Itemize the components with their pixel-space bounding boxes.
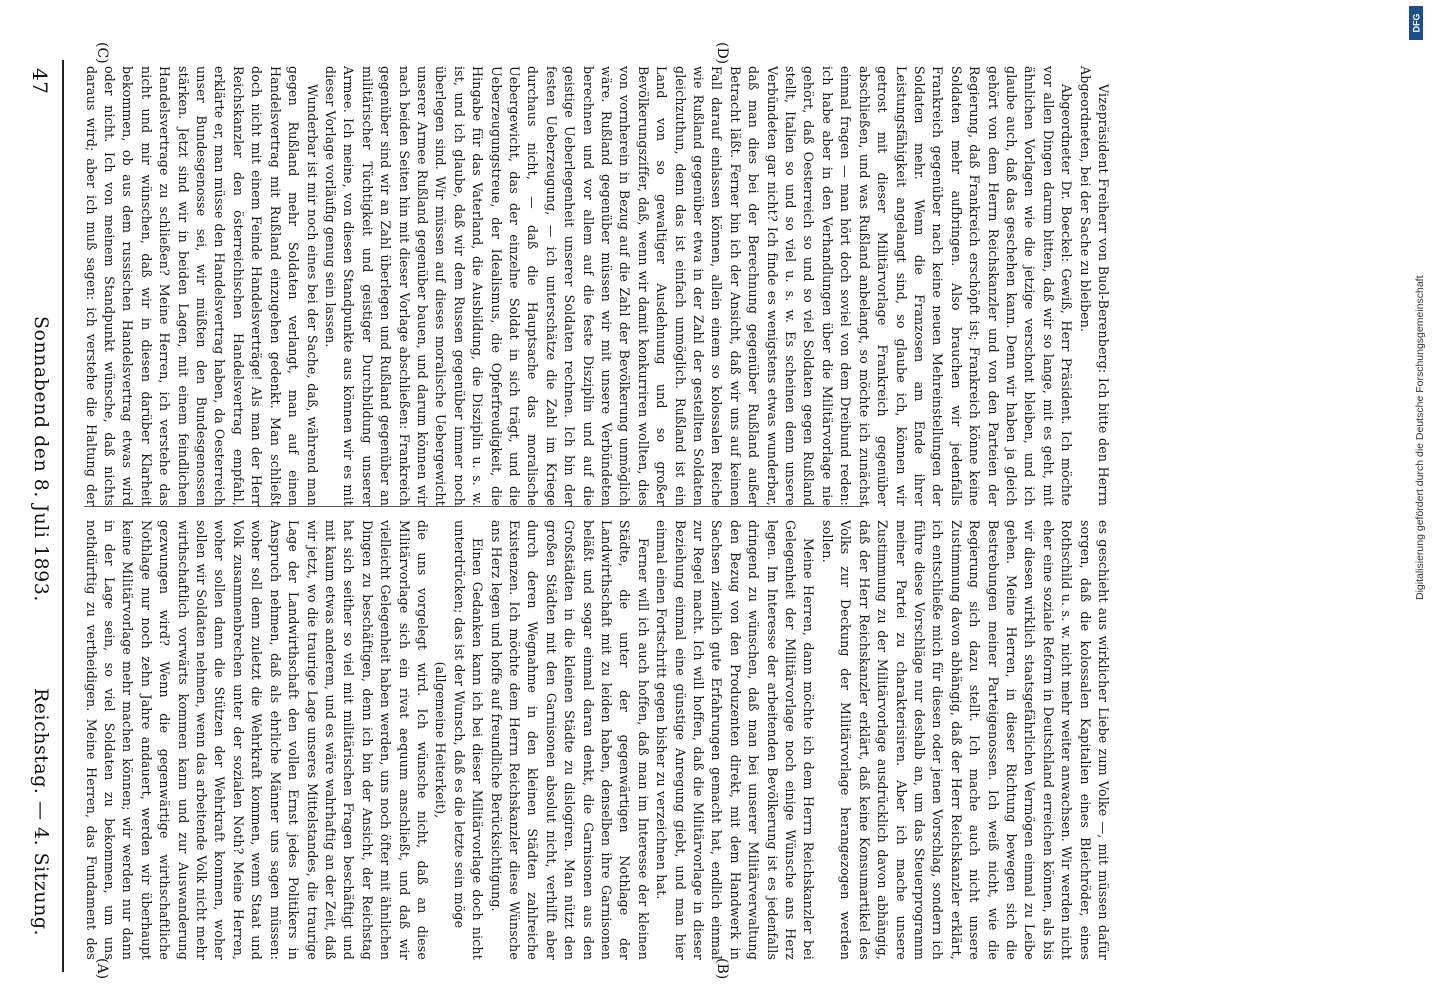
paragraph: Einen Gedanken kann ich bei dieser Militärvorlage doch nicht unterdrücken; das ist der Wunsch, daß es die letzte sein möge xyxy=(451,520,486,960)
funding-note: Digitalisierung gefördert durch die Deutsche Forschungsgemeinschaft xyxy=(1414,275,1426,600)
speaker-paragraph: Vizepräsident Freiherr von Buol-Berenberg: Ich bitte den Herrn Abgeordneten, bei der Sache zu bleiben. xyxy=(1077,66,1111,506)
paragraph: Meine Herren, dann möchte ich dem Herrn Reichskanzler bei Gelegenheit der Militärvorlage noch einige Wünsche ans Herz legen. Im Interesse der arbeitenden Bevölkerung ist es jedenfalls dringend zu wünschen, daß man bei unserer Militärverwaltung den Bezug von den Produzenten direkt, mit dem Handwerk in Sachsen ziemlich gute Erfahrungen gemacht hat, endlich einmal zur Regel macht. Ich will hoffen, daß die Militärvorlage in dieser Beziehung einmal eine günstige Anregung giebt, und man hier einmal einen Fortschritt gegen bisher zu verzeichnen hat. xyxy=(654,520,817,960)
header-rule xyxy=(62,60,64,972)
paragraph: die uns vorgelegt wird. Ich wünsche nicht, daß an diese Militärvorlage sich ein rivat aequum anschließt, und daß wir vielleicht Gelegenheit haben werden, uns noch öfter mit ähnlichen Dingen zu beschäftigen, denn ich bin der Ansicht, der Reichstag hat sich seither so viel mit militärischen Fragen beschäftigt und mit kaum etwas anderem, und es wäre wahrhaftig an der Zeit, daß wir jetzt, wo die traurige Lage unseres Mittelstandes, die traurige Lage der Landwirthschaft den vollen Ernst jedes Politikers in Anspruch nehmen, daß als ehrliche Männer uns sagen müssen: woher soll denn zuletzt die Wehrkraft kommen, wenn Staat und Volk zusammenbrechen unter der sozialen Noth? Meine Herren, woher sollen dann die Stützen der Wehrkraft kommen, woher sollen wir Soldaten nehmen, wenn das arbeitende Volk nicht mehr wirthschaftlich vorwärts kommen kann und zur Auswanderung gezwungen wird? Wenn die gegenwärtige wirthschaftliche Nothlage nur noch zehn Jahre andauert, werden wir überhaupt keine Militärvorlage mehr machen können; wir werden nur dann in der Lage sein, so viel Soldaten zu bekommen, um uns nothdürftig zu vertheidigen. Meine Herren, das Fundament des xyxy=(83,520,430,960)
text-column-2 xyxy=(82,66,1112,506)
paragraph: es geschieht aus wirklicher Liebe zum Volke —, mit müssen dafür sorgen, daß die kolossalen Kapitalien eines Bleichröder, eines Rothschild u. s. w. nicht mehr weiter anwachsen. Wir werden nicht eher eine soziale Reform in Deutschland erreichen können, als bis wir diesen wirklich staatsgefährlichen Vermögen einmal zu Leibe gehen. Meine Herren, in dieser Richtung bewegen sich die Bestrebungen meiner Parteigenossen. Ich weiß nicht, wie die Regierung sich dazu stellt. Ich mache auch nicht unsere Zustimmung davon abhängig, daß der Herr Reichskanzler erklärt, ich entschließe mich für diesen oder jenen Vorschlag, sondern ich führe diese Vorschläge nur deshalb an, um das Steuerprogramm meiner Partei zu charakterisiren. Aber ich mache unsere Zustimmung zu der Militärvorlage ausdrücklich davon abhängig, daß der Herr Reichskanzler erklärt, daß keine Konsumartikel des Volks zur Deckung der Militärvorlage herangezogen werden sollen. xyxy=(819,520,1111,960)
column-divider xyxy=(84,506,864,507)
paragraph: Wunderbar ist mir noch eines bei der Sache, daß, während man gegen Rußland mehr Soldaten verlangt, man auf einen Handelsvertrag mit Rußland einzugehen gedenkt. Man schließt doch nicht mit einem Feinde Handelsverträge! Als man der Herr Reichskanzler den österreichischen Handelsvertrag empfahl, erklärte er, man müsse den Handelsvertrag haben, da Oesterreich unser Bundesgenosse sei, wir müßten den Bundesgenossen stärken. Jetzt sind wir in beiden Lagen, mit einem feindlichen Handelsvertrage zu schließen? Meine Herren, ich verstehe das nicht und mir wünschen, daß wir in diesen darüber Klarheit bekommen, ob aus dem russischen Handelsvertrag etwas wird oder nicht. Ich von meinem Standpunkt wünsche, daß nichts daraus wird; aber ich muß sagen: ich verstehe die Haltung der xyxy=(83,66,320,506)
paragraph: Ferner will ich auch hoffen, daß man im Interesse der kleinen Städte, die unter der gegenwärtigen Nothlage der Landwirthschaft mit zu leiden haben, denselben ihre Garnisonen beläßt und sogar einmal daran denkt, die Garnisonen aus den Großstädten in die kleinen Städte zu dislogiren. Man nützt den großen Städten mit den Garnisonen absolut nicht, verhilft aber durch deren Wegnahme in den kleinen Städten zahlreiche Existenzen. Ich möchte dem Herrn Reichskanzler diese Wünsche ans Herz legen und hoffe auf freundliche Berücksichtigung. xyxy=(488,520,651,960)
text-column-1 xyxy=(82,520,1112,960)
speaker-paragraph: Abgeordneter Dr. Boeckel: Gewiß, Herr Präsident. Ich möchte vor allen Dingen darum bitten, daß wir so lange, mit es geht, mit ähnlichen Vorlagen wie die jetzige verschont bleiben, und ich glaube auch, daß das geschehen kann. Denn wir haben ja gleich gehört von dem Herrn Reichskanzler und von den Parteien der Regierung, daß Frankreich erschöpft ist; Frankreich könne keine Soldaten mehr aufbringen. Also brauchen wir jedenfalls Frankreich gegenüber nach keine neuen Mehreinstellungen der Soldaten mehr. Wenn die Franzosen am Ende ihrer Leistungsfähigkeit angelangt sind, so glaube ich, können wir getrost mit dieser Militärvorlage Frankreich gegenüber abschließen, und was Rußland anbelangt, so möchte ich zunächst einmal fragen — man hört doch soviel von dem Dreibund reden: ich habe aber in den Verhandlungen über die Militärvorlage nie gehört, daß Oesterreich so und so viel Soldaten gegen Rußland stellt, Italien so und so viel u. s. w. Es scheinen denn unsere Verbündeten gar nicht? Ich finde es wenigstens etwas wunderbar, daß man dies bei der Berechnung gegenüber Rußland außer Betracht läßt. Ferner bin ich der Ansicht, daß wir uns auf keinen Fall darauf einlassen können, allein einem so kolossalen Reiche wie Rußland gegenüber etwa in der Zahl der gestellten Soldaten gleichzuthun, denn das ist einfach unmöglich. Rußland ist ein Land von so gewaltiger Ausdehnung und so großer Bevölkerungsziffer, daß, wenn wir damit konkurriren wollten, dies von vornherein in Bezug auf die Zahl der Bevölkerung unmöglich wäre. Rußland gegenüber müssen wir mit unsere Verbündeten berechnen und vor allem auf die feste Disziplin und auf die geistige Ueberlegenheit unserer Soldaten rechnen. Ich bin der festen Ueberzeugung, — ich unterschätze die Zahl im Kriege durchaus nicht, — daß die Hauptsache das moralische Uebergewicht, das der einzelne Soldat in sich trägt, und die Ueberzeugungstreue, der Idealismus, die Opferfreudigkeit, die Hingabe für das Vaterland, die Ausbildung, die Disziplin u. s. w. ist, und ich glaube, daß wir dem Russen gegenüber immer noch überlegen sind. Wir müssen auf dieses moralische Uebergewicht unserer Armee Rußland gegenüber bauen, und darum können wir nach beiden Seiten hin mit dieser Vorlage abschließen: Frankreich gegenüber sind wir an Zahl überlegen und Rußland gegenüber an militärischer Tüchtigkeit und geistiger Durchbildung unserer Armee. Ich meine, von diesen Standpunkte aus können wir es mit dieser Vorlage vorläufig genug sein lassen. xyxy=(322,66,1075,506)
dfg-logo: DFG xyxy=(1409,6,1423,40)
margin-marker-c: (C) xyxy=(94,42,110,64)
interjection: (allgemeine Heiterkeit), xyxy=(433,661,449,819)
running-header-left: Reichstag. — 4. Sitzung. xyxy=(30,688,52,937)
margin-marker-d: (D) xyxy=(714,42,730,65)
page-number: 47 xyxy=(28,68,52,95)
margin-marker-a: (A) xyxy=(94,958,110,980)
running-header-right: Sonnabend den 8. Juli 1893. xyxy=(30,316,52,602)
margin-marker-b: (B) xyxy=(714,958,730,980)
